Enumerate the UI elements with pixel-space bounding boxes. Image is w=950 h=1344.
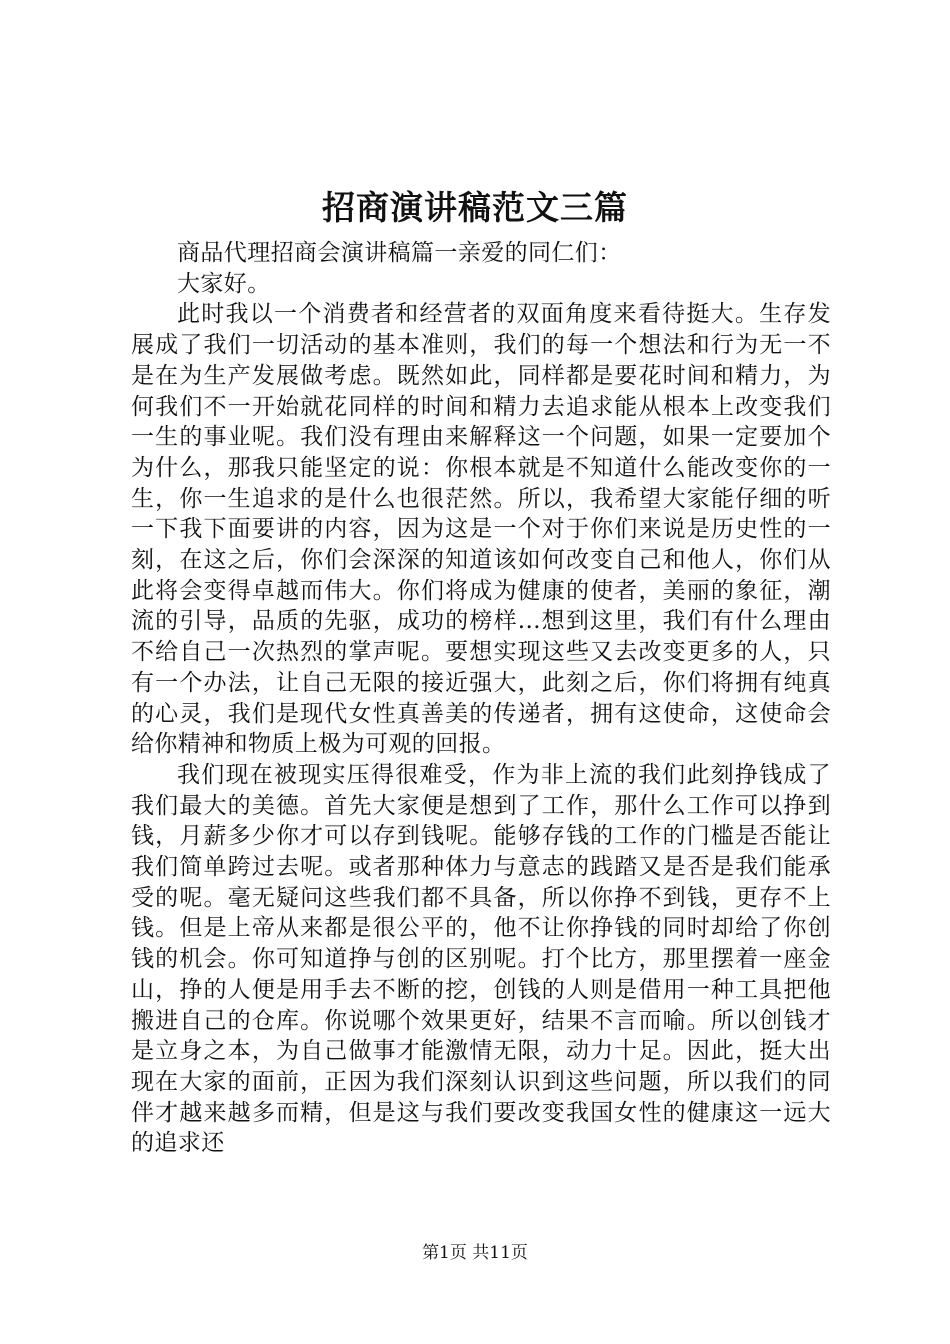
paragraph: 大家好。	[177, 270, 271, 297]
document-body	[131, 238, 831, 1159]
document-title: 招商演讲稿范文三篇	[322, 188, 628, 227]
page-number-footer: 第1页 共11页	[422, 1243, 528, 1263]
paragraph: 我们现在被现实压得很难受，作为非上流的我们此刻挣钱成了我们最大的美德。首先大家便是想到了工作，那什么工作可以挣到钱，月薪多少你才可以存到钱呢。能够存钱的工作的门槛是否能让我们简单跨过去呢。或者那种体力与意志的践踏又是否是我们能承受的呢。毫无疑问这些我们都不具备，所以你挣不到钱，更存不上钱。但是上帝从来都是很公平的，他不让你挣钱的同时却给了你创钱的机会。你可知道挣与创的区别呢。打个比方，那里摆着一座金山，挣的人便是用手去不断的挖，创钱的人则是借用一种工具把他搬进自己的仓库。你说哪个效果更好，结果不言而喻。所以创钱才是立身之本，为自己做事才能激情无限，动力十足。因此，挺大出现在大家的面前，正因为我们深刻认识到这些问题，所以我们的同伴才越来越多而精，但是这与我们要改变我国女性的健康这一远大的追求还	[131, 761, 831, 1157]
paragraph: 此时我以一个消费者和经营者的双面角度来看待挺大。生存发展成了我们一切活动的基本准则，我们的每一个想法和行为无一不是在为生产发展做考虑。既然如此，同样都是要花时间和精力，为何我们不一开始就花同样的时间和精力去追求能从根本上改变我们一生的事业呢。我们没有理由来解释这一个问题，如果一定要加个为什么，那我只能坚定的说：你根本就是不知道什么能改变你的一生，你一生追求的是什么也很茫然。所以，我希望大家能仔细的听一下我下面要讲的内容，因为这是一个对于你们来说是历史性的一刻，在这之后，你们会深深的知道该如何改变自己和他人，你们从此将会变得卓越而伟大。你们将成为健康的使者，美丽的象征，潮流的引导，品质的先驱，成功的榜样...想到这里，我们有什么理由不给自己一次热烈的掌声呢。要想实现这些又去改变更多的人，只有一个办法，让自己无限的接近强大，此刻之后，你们将拥有纯真的心灵，我们是现代女性真善美的传递者，拥有这使命，这使命会给你精神和物质上极为可观的回报。	[131, 301, 831, 758]
paragraph: 商品代理招商会演讲稿篇一亲爱的同仁们：	[177, 240, 622, 266]
